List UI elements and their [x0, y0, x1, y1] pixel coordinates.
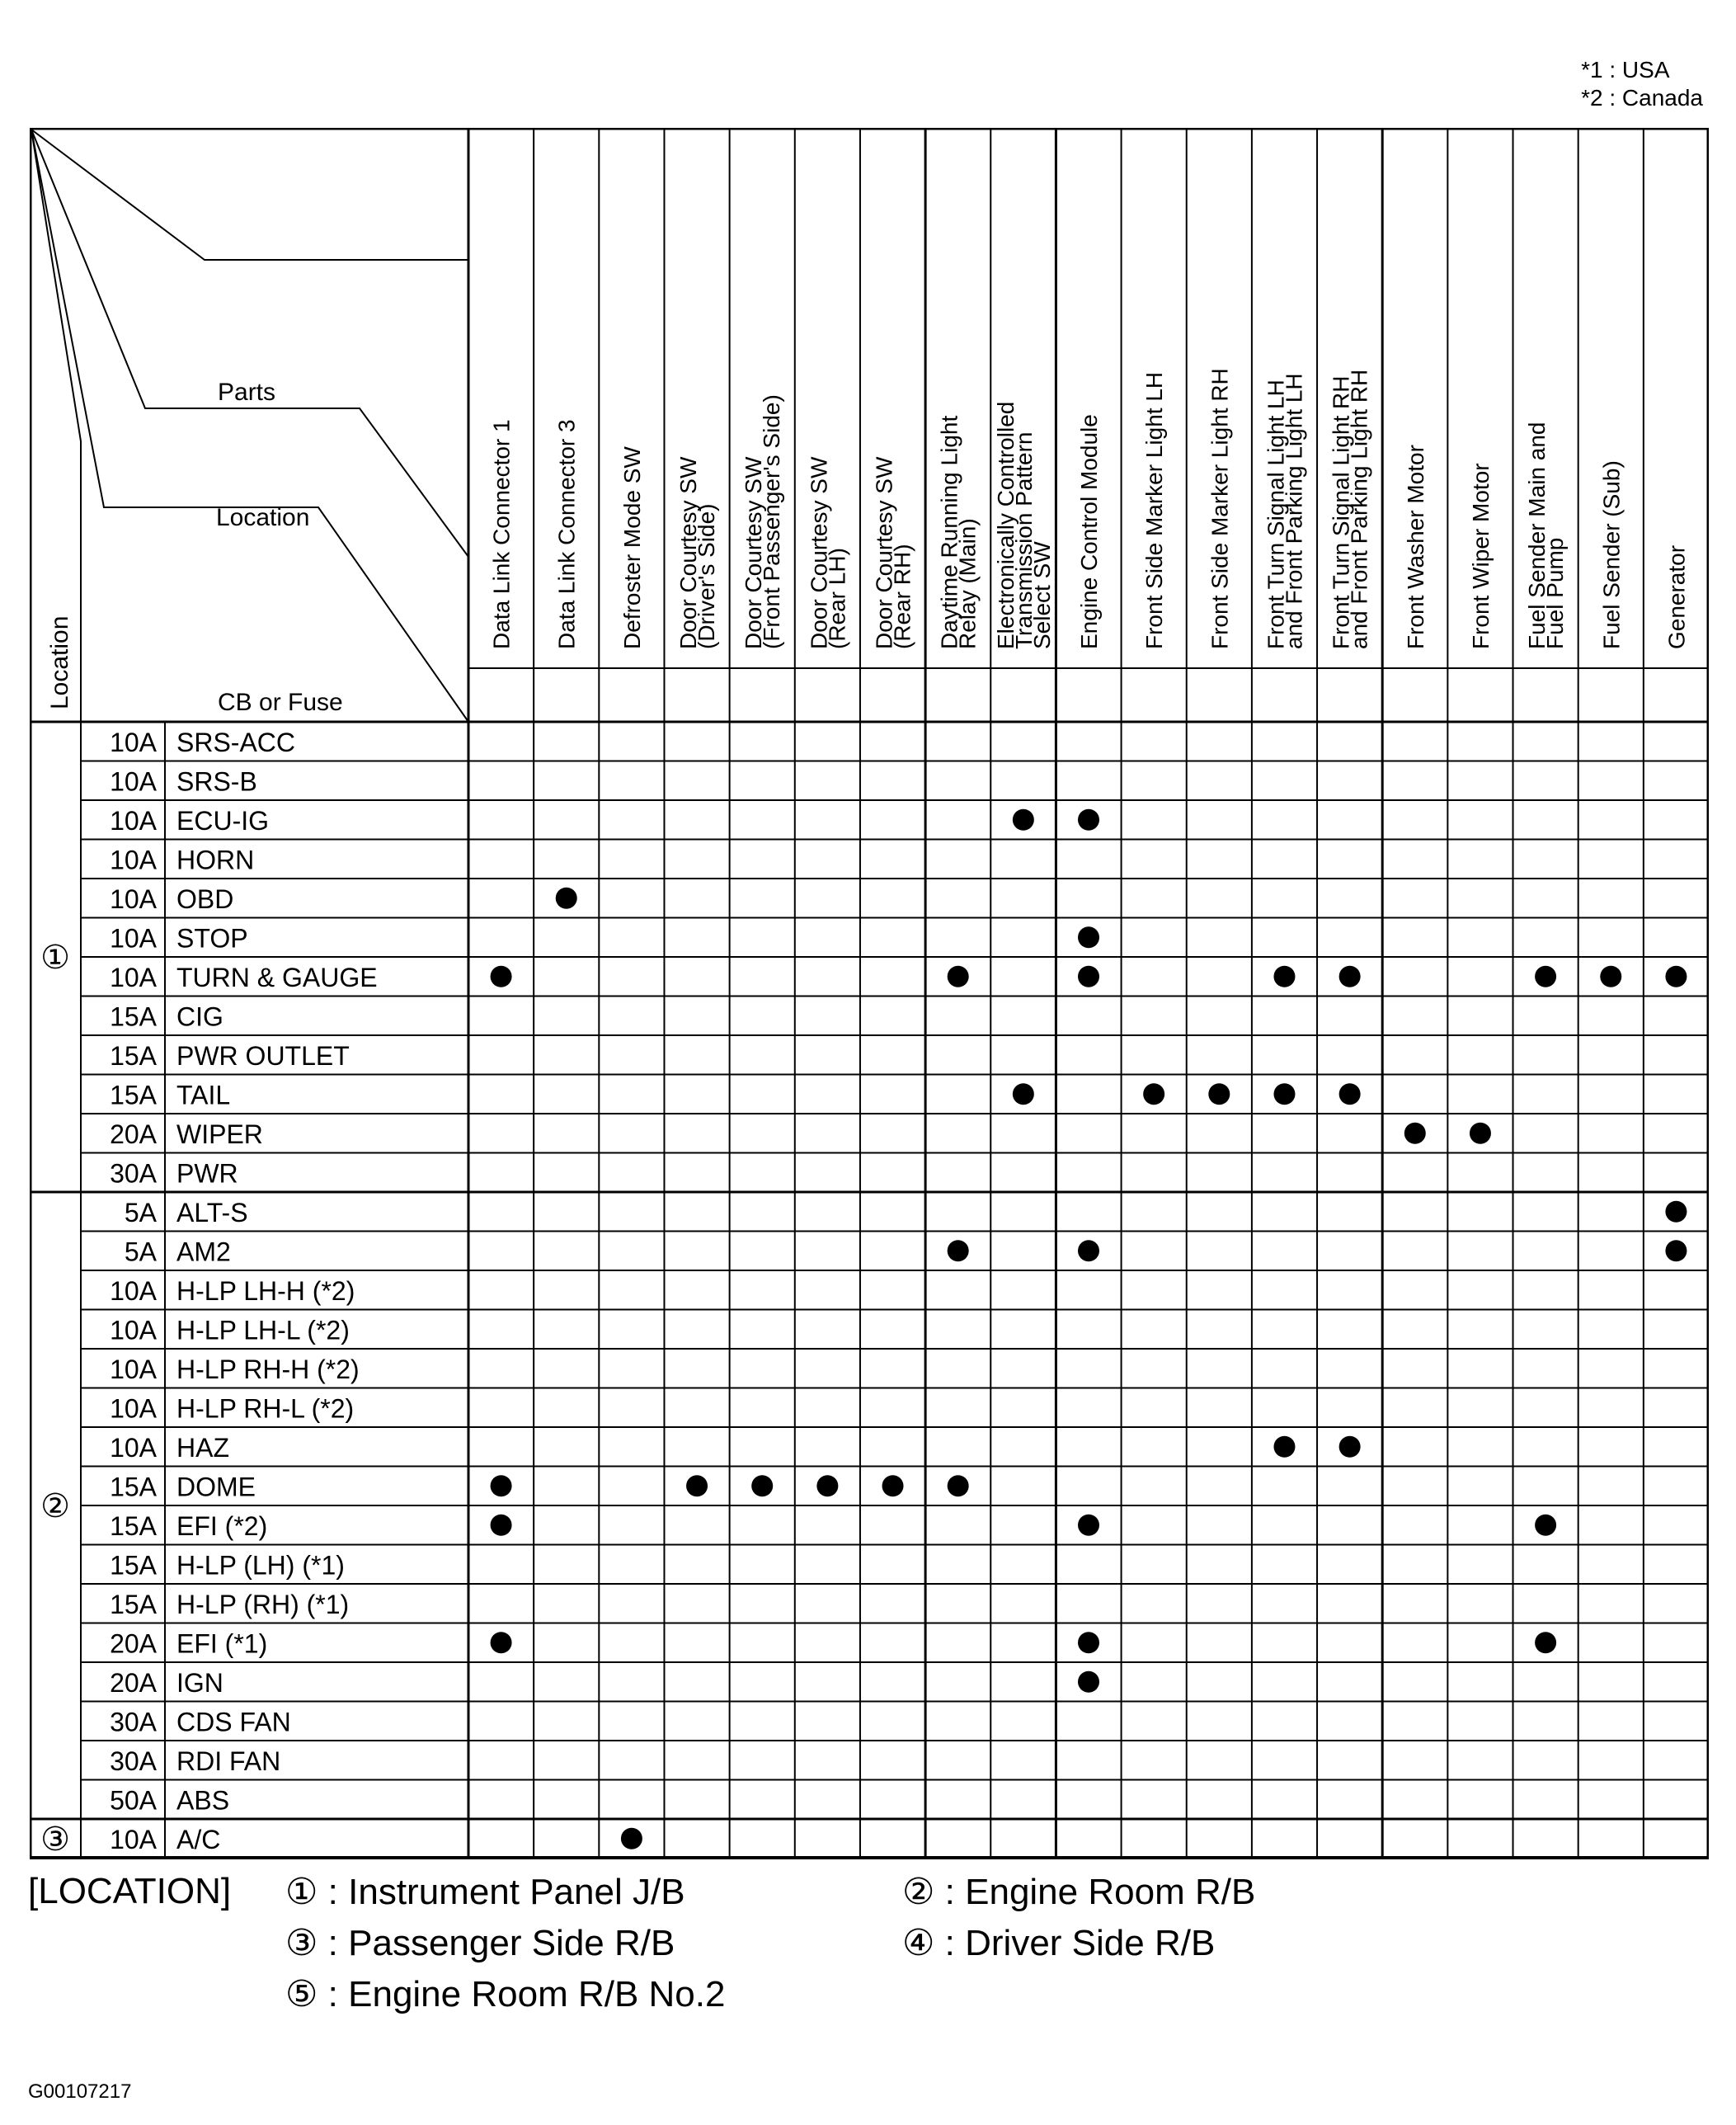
fuse-amp: 15A	[110, 1041, 157, 1071]
column-header-3-line-1: (Driver's Side)	[694, 503, 720, 649]
fuse-name: CDS FAN	[176, 1707, 291, 1737]
connection-dot	[948, 1240, 969, 1261]
parts-label: Parts	[218, 379, 276, 406]
column-header-9-line-0: Engine Control Module	[1076, 414, 1102, 649]
fuse-name: H-LP LH-H (*2)	[176, 1276, 355, 1306]
column-header-1-line-0: Data Link Connector 3	[553, 419, 580, 649]
fuse-amp: 10A	[110, 923, 157, 954]
fuse-amp: 20A	[110, 1628, 157, 1659]
fuse-amp: 15A	[110, 1472, 157, 1502]
column-header-12-line-0: Front Turn Signal Light LH	[1263, 379, 1289, 649]
column-header-12-line-1: and Front Parking Light LH	[1281, 373, 1307, 649]
fuse-amp: 15A	[110, 1001, 157, 1032]
connection-dot	[1339, 1083, 1361, 1105]
connection-dot	[1273, 1436, 1295, 1458]
fuse-amp: 10A	[110, 766, 157, 797]
column-header-5-line-1: (Rear LH)	[824, 548, 850, 649]
column-header-6-line-0: Door Courtesy SW	[871, 456, 897, 649]
connection-dot	[1078, 809, 1099, 831]
fuse-amp: 10A	[110, 1825, 157, 1854]
connection-dot	[491, 1632, 512, 1653]
fuse-name: H-LP RH-L (*2)	[176, 1393, 355, 1424]
fuse-amp: 10A	[110, 1276, 157, 1306]
fuse-amp: 10A	[110, 806, 157, 836]
connection-dot	[1013, 1083, 1034, 1105]
fuse-amp: 10A	[110, 1393, 157, 1424]
column-header-6-line-1: (Rear RH)	[889, 544, 915, 649]
fuse-name: EFI (*1)	[176, 1628, 268, 1659]
connection-dot	[1535, 1515, 1556, 1536]
fuse-name: STOP	[176, 923, 248, 954]
connection-dot	[491, 1515, 512, 1536]
row-labels	[40, 728, 378, 1858]
fuse-amp: 50A	[110, 1785, 157, 1816]
cb-fuse-label: CB or Fuse	[218, 689, 343, 716]
location-number: ①	[40, 940, 70, 976]
fuse-amp: 20A	[110, 1668, 157, 1698]
fuse-name: TURN & GAUGE	[176, 963, 378, 992]
connection-dot	[1665, 1201, 1687, 1223]
column-header-7-line-1: Relay (Main)	[954, 518, 981, 649]
header-labels	[46, 379, 343, 716]
column-header-14-line-0: Front Washer Motor	[1402, 445, 1428, 649]
fuse-name: DOME	[176, 1472, 256, 1502]
connection-dot	[1078, 1515, 1099, 1536]
connection-dot	[1404, 1123, 1426, 1144]
fuse-amp: 15A	[110, 1550, 157, 1581]
fuse-name: AM2	[176, 1237, 231, 1267]
column-header-2-line-0: Defroster Mode SW	[619, 446, 645, 649]
fuse-amp: 10A	[110, 1355, 157, 1384]
fuse-amp: 10A	[110, 728, 157, 757]
connection-dot	[1078, 1632, 1099, 1653]
connection-dot	[686, 1475, 708, 1496]
connection-dot	[1273, 966, 1295, 987]
connection-dot	[882, 1475, 904, 1496]
connection-dot	[1665, 1240, 1687, 1261]
column-header-15-line-0: Front Wiper Motor	[1467, 463, 1494, 649]
fuse-amp: 30A	[110, 1746, 157, 1776]
connection-dot	[1208, 1083, 1230, 1105]
fuse-amp: 10A	[110, 884, 157, 914]
fuse-name: PWR	[176, 1158, 238, 1189]
column-header-17-line-0: Fuel Sender (Sub)	[1598, 460, 1625, 649]
fuse-name: CIG	[176, 1001, 223, 1032]
fuse-name: SRS-B	[176, 766, 257, 797]
footnote-canada: *2 : Canada	[1581, 85, 1703, 111]
column-header-8-line-1: Transmission Pattern	[1010, 431, 1037, 649]
footnotes	[1581, 56, 1703, 112]
fuse-amp: 15A	[110, 1080, 157, 1110]
legend-item-4: ④ : Driver Side R/B	[902, 1923, 1216, 1963]
connection-dot	[491, 966, 512, 987]
fuse-name: IGN	[176, 1668, 223, 1698]
column-header-13-line-1: and Front Parking Light RH	[1346, 369, 1372, 649]
column-header-16-line-0: Fuel Sender Main and	[1524, 422, 1550, 649]
fuse-amp: 20A	[110, 1119, 157, 1149]
column-header-10-line-0: Front Side Marker Light LH	[1141, 371, 1168, 649]
location-label: Location	[216, 504, 310, 531]
footnote-usa: *1 : USA	[1581, 57, 1670, 82]
fuse-amp: 5A	[124, 1198, 157, 1227]
fuse-name: TAIL	[176, 1080, 231, 1110]
fuse-amp: 10A	[110, 1433, 157, 1463]
connection-dot	[751, 1475, 773, 1496]
connection-marks	[491, 809, 1687, 1849]
connection-dot	[1600, 966, 1621, 987]
fuse-amp: 10A	[110, 1315, 157, 1345]
column-header-0-line-0: Data Link Connector 1	[488, 419, 515, 649]
fuse-amp: 30A	[110, 1158, 157, 1189]
column-header-18-line-0: Generator	[1663, 544, 1690, 649]
connection-dot	[948, 966, 969, 987]
fuse-amp: 10A	[110, 963, 157, 992]
location-number: ③	[40, 1821, 70, 1858]
fuse-parts-table	[30, 128, 1709, 1860]
fuse-name: HAZ	[176, 1433, 229, 1463]
legend-title: [LOCATION]	[28, 1871, 232, 1911]
legend-item-1: ① : Instrument Panel J/B	[285, 1872, 685, 1912]
column-header-8-line-2: Select SW	[1028, 541, 1055, 649]
column-header-11-line-0: Front Side Marker Light RH	[1207, 368, 1233, 649]
column-header-4-line-1: (Front Passenger's Side)	[759, 394, 785, 649]
fuse-name: WIPER	[176, 1119, 263, 1149]
column-header-8-line-0: Electronically Controlled	[992, 401, 1019, 649]
fuse-amp: 15A	[110, 1590, 157, 1619]
connection-dot	[1078, 1671, 1099, 1693]
connection-dot	[1665, 966, 1687, 987]
column-header-4-line-0: Door Courtesy SW	[741, 456, 767, 649]
fuse-name: H-LP LH-L (*2)	[176, 1315, 350, 1345]
fuse-name: HORN	[176, 845, 255, 875]
fuse-name: ECU-IG	[176, 806, 269, 836]
column-header-3-line-0: Door Courtesy SW	[675, 456, 702, 649]
fuse-name: ABS	[176, 1785, 230, 1816]
fuse-name: H-LP RH-H (*2)	[176, 1355, 360, 1384]
connection-dot	[1535, 966, 1556, 987]
fuse-amp: 30A	[110, 1707, 157, 1737]
connection-dot	[1078, 966, 1099, 987]
connection-dot	[1143, 1083, 1164, 1105]
column-header-5-line-0: Door Courtesy SW	[806, 456, 832, 649]
connection-dot	[1013, 809, 1034, 831]
fuse-name: H-LP (LH) (*1)	[176, 1550, 345, 1581]
fuse-name: RDI FAN	[176, 1746, 281, 1776]
column-header-7-line-0: Daytime Running Light	[936, 415, 962, 649]
connection-dot	[556, 888, 577, 909]
connection-dot	[1339, 966, 1361, 987]
location-number: ②	[40, 1488, 70, 1524]
connection-dot	[1078, 926, 1099, 948]
location-column-label: Location	[46, 615, 73, 709]
fuse-name: ALT-S	[176, 1198, 248, 1227]
fuse-name: EFI (*2)	[176, 1511, 268, 1541]
column-header-13-line-0: Front Turn Signal Light RH	[1328, 375, 1354, 649]
figure-code: G00107217	[28, 2080, 132, 2103]
fuse-name: OBD	[176, 884, 234, 914]
fuse-parts-grid	[30, 128, 1709, 1860]
fuse-name: SRS-ACC	[176, 728, 296, 757]
connection-dot	[491, 1475, 512, 1496]
fuse-name: A/C	[176, 1825, 221, 1854]
legend-item-5: ⑤ : Engine Room R/B No.2	[285, 1974, 726, 2014]
fuse-name: PWR OUTLET	[176, 1041, 350, 1071]
fuse-amp: 5A	[124, 1237, 157, 1267]
connection-dot	[1078, 1240, 1099, 1261]
column-header-16-line-1: Fuel Pump	[1542, 537, 1569, 649]
legend-item-2: ② : Engine Room R/B	[902, 1872, 1256, 1912]
connection-dot	[621, 1828, 642, 1849]
fuse-amp: 15A	[110, 1511, 157, 1541]
connection-dot	[1339, 1436, 1361, 1458]
legend-item-3: ③ : Passenger Side R/B	[285, 1923, 675, 1963]
column-headers	[489, 368, 1690, 649]
connection-dot	[816, 1475, 838, 1496]
connection-dot	[1535, 1632, 1556, 1653]
connection-dot	[1273, 1083, 1295, 1105]
connection-dot	[1470, 1123, 1491, 1144]
connection-dot	[948, 1475, 969, 1496]
fuse-amp: 10A	[110, 845, 157, 875]
fuse-name: H-LP (RH) (*1)	[176, 1590, 350, 1619]
